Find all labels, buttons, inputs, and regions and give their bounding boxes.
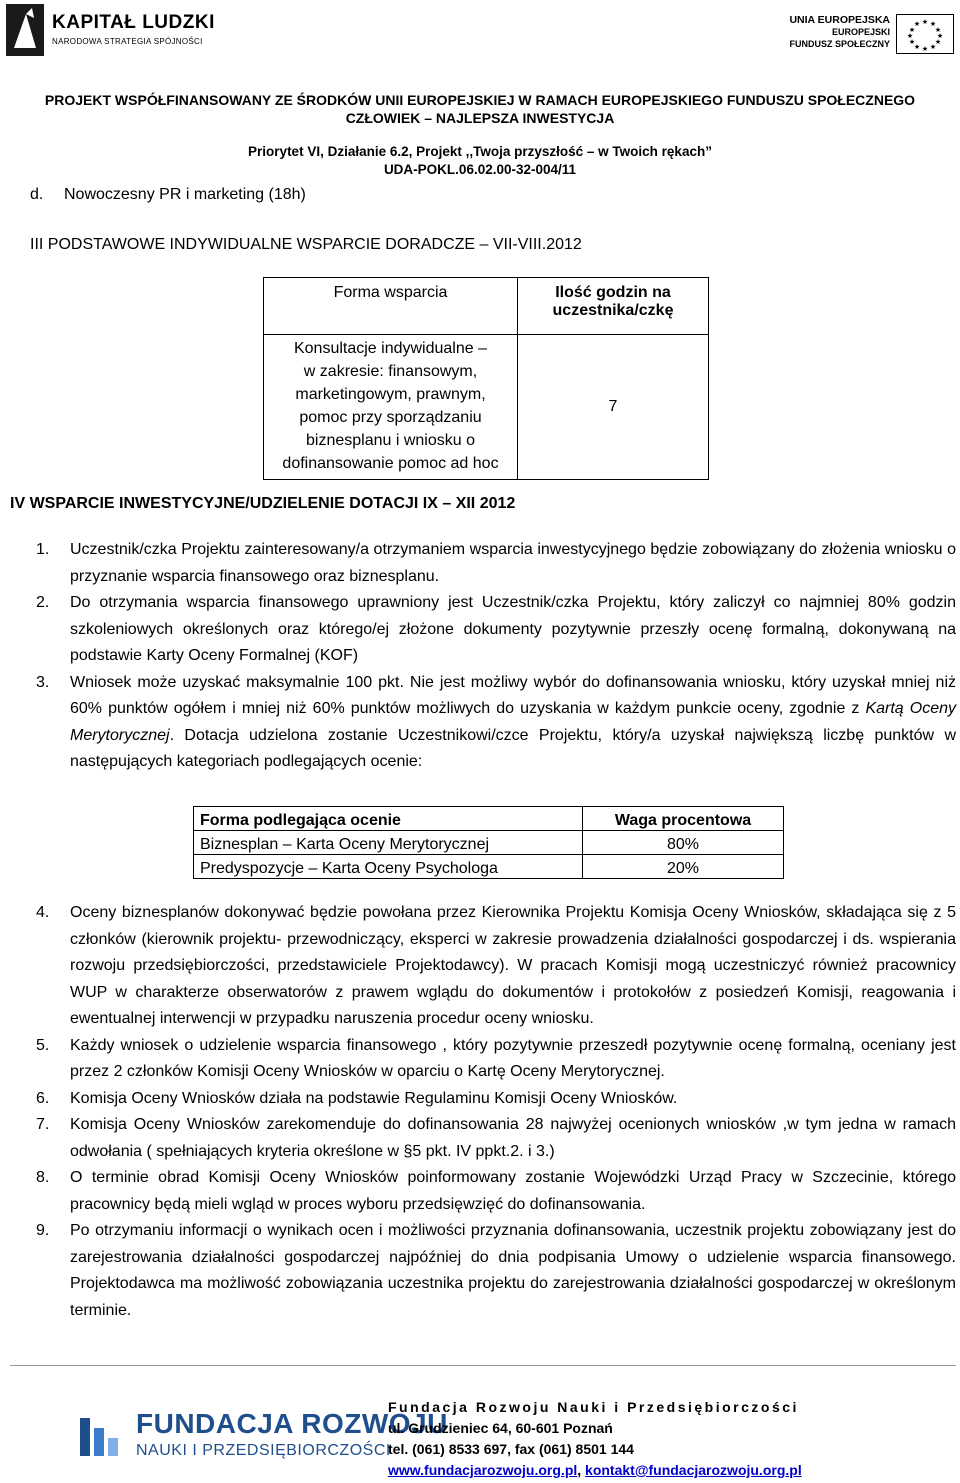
weights-cell-weight: 80% <box>583 831 784 855</box>
footer-links <box>388 1460 802 1481</box>
weights-table <box>193 806 784 879</box>
list-item-text: Do otrzymania wsparcia finansowego uprawniony jest Uczestnik/czka Projektu, który zaliczył co najmniej 80% godzin szkoleniowych określonych oraz którego/ej złożone dokumenty pozytywnie przeszły ocenę formalną, dokonywaną na podstawie Karty Oceny Formalnej (KOF) <box>70 594 956 664</box>
list-item <box>36 900 956 1033</box>
svg-text:★: ★ <box>934 38 942 46</box>
weights-cell-form: Biznesplan – Karta Oceny Merytorycznej <box>194 831 583 855</box>
hours-header-line2: uczestnika/czkę <box>552 302 674 319</box>
item-d-text: Nowoczesny PR i marketing (18h) <box>64 186 306 203</box>
list-item-text: Oceny biznesplanów dokonywać będzie powołana przez Kierownika Projektu Komisja Oceny Wniosków, składająca się z 5 członków (kierownik projektu- przewodniczący, eksperci w zakresie prowadzenia działalności gospodarczej i ds. wspierania rozwoju przedsiębiorczości, przedstawiciele Projektodawcy). W pracach Komisji mogą uczestniczyć również pracownicy WUP w charakterze obserwatorów z prawem wglądu do dokumentów i protokołów z posiedzeń Komisji, reagowania i ewentualnej interwencji w przypadku naruszenia procedur oceny wniosku. <box>70 904 956 1027</box>
support-form-header: Forma wsparcia <box>264 278 518 335</box>
list-item-text: Komisja Oceny Wniosków działa na podstawie Regulaminu Komisji Oceny Wniosków. <box>70 1089 678 1107</box>
svg-text:★: ★ <box>921 45 929 53</box>
item-d <box>30 186 306 204</box>
svg-text:★: ★ <box>913 43 921 51</box>
footer-link-separator: , <box>577 1462 586 1478</box>
eu-logo-line1: UNIA EUROPEJSKA <box>789 14 890 26</box>
list-item-number: 4. <box>36 904 50 921</box>
list-item <box>36 590 956 670</box>
list-item-number: 8. <box>36 1169 50 1186</box>
fundacja-logo-line1: FUNDACJA ROZWOJU <box>136 1408 448 1439</box>
weights-cell-form: Predyspozycje – Karta Oceny Psychologa <box>194 855 583 879</box>
hours-cell: 7 <box>518 335 709 480</box>
list-item-text: Po otrzymaniu informacji o wynikach ocen i możliwości przyznania dofinansowania, uczestnik projektu zobowiązany jest do zarejestrowania działalności gospodarczej najpóźniej do dnia podpisania Umowy o udzielenie wsparcia finansowego. Projektodawca ma możliwość zobowiązania uczestnika projektu do zarejestrowania działalności gospodarczej w określonym terminie. <box>70 1222 956 1319</box>
weights-header-form: Forma podlegająca ocenie <box>194 807 583 831</box>
table-row <box>194 855 784 879</box>
support-form-line: marketingowym, prawnym, <box>295 386 486 403</box>
list-item <box>36 670 956 776</box>
list-item-text-part: Nie jest możliwy wybór do dofinansowania wniosku, który uzyskał mniej niż 60% punktów ogółem i mniej niż 60% punktów możliwych do uzyskania w każdym punkcie oceny, zgodnie z <box>70 673 957 717</box>
list-item-number: 1. <box>36 541 50 558</box>
hours-header-line1: Ilość godzin na <box>555 284 671 301</box>
footer-address: ul. Grudzieniec 64, 60-601 Poznań <box>388 1420 613 1436</box>
support-form-table <box>263 277 709 480</box>
footer-contact <box>388 1397 802 1481</box>
points-list-a <box>36 537 956 776</box>
svg-text:★: ★ <box>929 20 937 28</box>
eu-logo-text <box>780 14 890 50</box>
svg-text:★: ★ <box>921 18 929 26</box>
list-item-italic: Kartą Oceny Merytorycznej <box>70 700 956 744</box>
list-item <box>36 1218 956 1324</box>
header-project-code: UDA-POKL.06.02.00-32-004/11 <box>383 162 577 177</box>
svg-text:★: ★ <box>913 20 921 28</box>
header-slogan-line: CZŁOWIEK – NAJLEPSZA INWESTYCJA <box>345 110 615 126</box>
item-d-label: d. <box>30 186 44 203</box>
list-item-number: 2. <box>36 594 50 611</box>
list-item <box>36 1165 956 1218</box>
header-priority-line: Priorytet VI, Działanie 6.2, Projekt ,,Twoja przyszłość – w Twoich rękach” <box>248 144 712 159</box>
support-form-line: biznesplanu i wniosku o <box>306 432 475 449</box>
footer-divider <box>10 1365 956 1366</box>
list-item <box>36 1086 956 1113</box>
svg-text:★: ★ <box>934 26 942 34</box>
fundacja-logo-mark-icon <box>76 1410 126 1460</box>
footer-www-link[interactable]: www.fundacjarozwoju.org.pl <box>388 1462 578 1478</box>
footer-org-name: Fundacja Rozwoju Nauki i Przedsiębiorczości <box>388 1399 799 1415</box>
list-item-text: Komisja Oceny Wniosków zarekomenduje do dofinansowania 28 najwyżej ocenionych wniosków ,w tym jedna w ramach odwołania ( spełniających kryteria określone w §5 pkt. IV ppkt.2. i 3.) <box>70 1116 956 1160</box>
eu-logo <box>780 14 950 56</box>
list-item-number: 3. <box>36 673 50 691</box>
kapital-ludzki-logo-mark <box>6 4 44 56</box>
fundacja-logo-line2: NAUKI I PRZEDSIĘBIORCZOŚCI <box>136 1442 391 1459</box>
list-item-number: 7. <box>36 1116 50 1133</box>
svg-text:★: ★ <box>906 32 914 40</box>
kapital-ludzki-name: KAPITAŁ LUDZKI <box>52 12 215 33</box>
footer-email-link[interactable]: kontakt@fundacjarozwoju.org.pl <box>585 1462 802 1478</box>
list-item-text-part: . Dotacja udzielona zostanie Uczestnikowi/czce Projektu, który/a uzyskał największą liczbę punktów w następujących kategoriach podlegających ocenie: <box>70 726 956 770</box>
fundacja-logo <box>76 1390 448 1476</box>
section-3-title: III PODSTAWOWE INDYWIDUALNE WSPARCIE DORADCZE – VII-VIII.2012 <box>30 236 582 253</box>
list-item <box>36 1033 956 1086</box>
eu-logo-line3: FUNDUSZ SPOŁECZNY <box>789 39 890 49</box>
list-item-number: 5. <box>36 1036 50 1054</box>
table-row <box>194 831 784 855</box>
support-form-line: dofinansowanie pomoc ad hoc <box>282 455 499 472</box>
support-form-line: Konsultacje indywidualne – <box>293 340 487 357</box>
list-item <box>36 1112 956 1165</box>
list-item-number: 6. <box>36 1089 50 1107</box>
support-form-cell <box>264 335 518 480</box>
svg-text:★: ★ <box>908 38 916 46</box>
section-4-title: IV WSPARCIE INWESTYCYJNE/UDZIELENIE DOTACJI IX – XII 2012 <box>10 495 516 512</box>
list-item-text: Każdy wniosek o udzielenie wsparcia finansowego , który pozytywnie przeszedł pozytywnie ocenę formalną, oceniany jest przez 2 członków Komisji Oceny Wniosków w oparciu o Kartę Oceny Merytorycznej. <box>70 1036 956 1080</box>
support-form-line: pomoc przy sporządzaniu <box>299 409 482 426</box>
hours-header <box>518 278 709 335</box>
eu-logo-line2: EUROPEJSKI <box>831 27 890 37</box>
header-cofinancing-line: PROJEKT WSPÓŁFINANSOWANY ZE ŚRODKÓW UNII EUROPEJSKIEJ W RAMACH EUROPEJSKIEGO FUNDUSZU SPOŁECZNEGO <box>44 92 916 108</box>
svg-text:★: ★ <box>908 26 916 34</box>
weights-header-weight: Waga procentowa <box>583 807 784 831</box>
table-row <box>264 335 709 480</box>
kapital-ludzki-subtitle: NARODOWA STRATEGIA SPÓJNOŚCI <box>52 37 203 46</box>
list-item-text-part: Wniosek może uzyskać maksymalnie 100 pkt. <box>70 673 404 691</box>
support-form-line: w zakresie: finansowym, <box>303 363 478 380</box>
eu-flag-icon <box>896 14 954 54</box>
support-form-table-header <box>264 278 709 335</box>
list-item-text: Uczestnik/czka Projektu zainteresowany/a otrzymaniem wsparcia inwestycyjnego będzie zobowiązany do złożenia wniosku o przyznanie wsparcia finansowego oraz biznesplanu. <box>70 541 956 585</box>
points-list-b <box>36 900 956 1324</box>
list-item-text: O terminie obrad Komisji Oceny Wniosków poinformowany zostanie Wojewódzki Urząd Pracy w Szczecinie, którego pracownicy będą mieli wgląd w proces wyboru przedsięwzięć do dofinansowania. <box>70 1169 956 1213</box>
weights-table-header <box>194 807 784 831</box>
weights-cell-weight: 20% <box>583 855 784 879</box>
list-item <box>36 537 956 590</box>
svg-text:★: ★ <box>929 43 937 51</box>
footer-phone: tel. (061) 8533 697, fax (061) 8501 144 <box>388 1441 634 1457</box>
svg-text:★: ★ <box>936 32 944 40</box>
list-item-number: 9. <box>36 1222 50 1239</box>
kapital-ludzki-logo <box>6 4 215 56</box>
